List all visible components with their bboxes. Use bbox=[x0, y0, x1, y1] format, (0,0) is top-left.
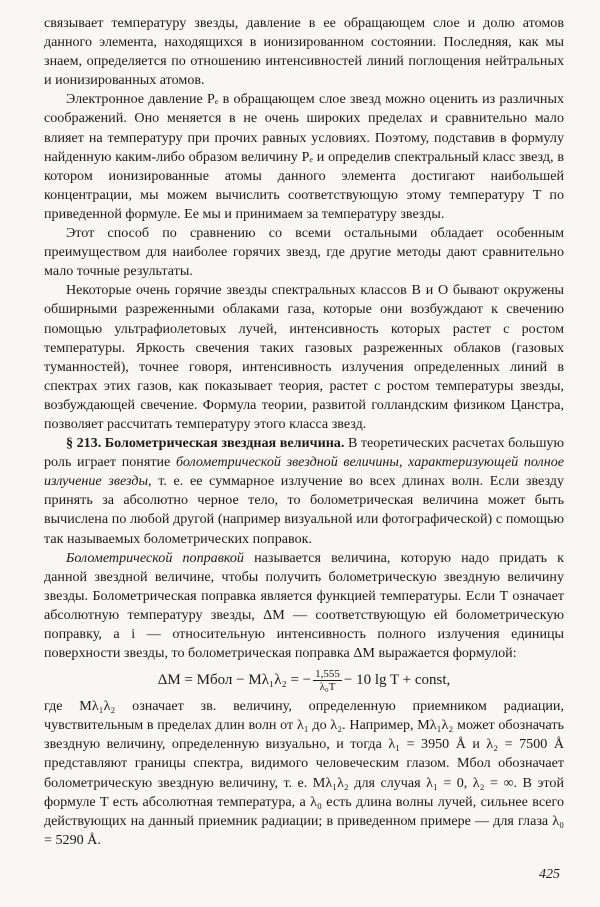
page-number: 425 bbox=[539, 867, 560, 882]
formula-lhs: ΔM = Mбол − Mλ₁λ₂ = − bbox=[157, 672, 312, 689]
term-emphasis: Болометрической поправкой bbox=[66, 549, 244, 566]
section-heading: § 213. Болометрическая звездная величина. bbox=[66, 435, 345, 452]
paragraph-1: связывает температуру звезды, давление в ее обращающем слое и долю атомов данного элемента, находящихся в ионизированном состоянии. Последняя, как мы знаем, определяется по отношению интенсивностей линий поглощения нейтральных и ионизированных атомов. bbox=[44, 15, 564, 89]
section-text-b: т. е. ее суммарное излучение во всех длинах волн. Если звезду принять за абсолютно черное тело, то болометрическая величина может быть вычислена по любой другой (например визуальной или фотографической) с помощью так называемых болометрических поправок. bbox=[44, 473, 564, 547]
paragraph-electron-pressure: Электронное давление Pₑ в обращающем слое звезд можно оценить из различных соображений. Оно меняется в не очень широких пределах и сравнительно мало влияет на температуру при прочих равных условиях. Поэтому, подставив в формулу найденную каким-либо образом величину Pₑ и определив спектральный класс звезд, в котором ионизированные атомы данного элемента достигают наибольшей концентрации, мы можем вычислить соответствующую этому температуру T по приведенной формуле. Ее мы и принимаем за температуру звезды. bbox=[44, 91, 564, 222]
formula-numerator: 1,555 bbox=[315, 668, 340, 681]
paragraph-section-213 bbox=[44, 434, 564, 549]
correction-text: называется величина, которую надо придать к данной звездной величине, чтобы получить болометрическую звездную величину звезды. Болометрическая поправка является функцией температуры. Если T означает абсолютную температуру звезды, ΔM — соответствующую ей болометрическую поправку, а i — относительную интенсивность полного излучения единицы поверхности звезды, то болометрическая поправка ΔM выражается формулой: bbox=[44, 549, 564, 662]
paragraph-hot-stars: Некоторые очень горячие звезды спектральных классов B и O бывают окружены обширными разреженными облаками газа, которые они возбуждают к свечению помощью ультрафиолетовых лучей, интенсивность которых растет с ростом температуры. Яркость свечения таких газовых разреженных облаков (газовых туманностей), точнее говоря, интенсивность излучения определенных линий в спектрах этих газов, как показывает теория, растет с ростом температуры звезды, возбуждающей свечение. Формула теории, развитой голландским физиком Цанстра, позволяет рассчитать температуру этого класса звезд. bbox=[44, 282, 564, 432]
formula-denominator: λ₀T bbox=[319, 681, 336, 694]
paragraph-bolometric-correction bbox=[44, 549, 564, 664]
formula-fraction bbox=[313, 668, 342, 693]
formula-rhs: − 10 lg T + const, bbox=[343, 672, 451, 689]
section-emphasis: болометрической звездной величины, характеризующей полное излучение звезды, bbox=[44, 454, 564, 490]
paragraph-definitions: где Mλ₁λ₂ означает зв. величину, определенную приемником радиации, чувствительным в пределах длин волн от λ₁ до λ₂. Например, Mλ₁λ₂ может обозначать звездную величину, определенную визуально, и тогда λ₁ = 3950 Å и λ₂ = 7500 Å представляют границы спектра, видимого человеческим глазом. Mбол обозначает болометрическую звездную величину, т. е. Mλ₁λ₂ для случая λ₁ = 0, λ₂ = ∞. В этой формуле T есть абсолютная температура, а λ₀ есть длина волны лучей, сильнее всего действующих на данный приемник радиации; в приведенном примере — для глаза λ₀ = 5290 Å. bbox=[44, 698, 564, 848]
bolometric-formula bbox=[44, 665, 564, 695]
paragraph-method-advantage: Этот способ по сравнению со всеми остальными обладает особенным преимуществом для наиболее горячих звезд, где другие методы дают сравнительно мало точные результаты. bbox=[44, 225, 564, 280]
section-text-a: В теоретических расчетах большую роль играет понятие bbox=[44, 435, 564, 471]
